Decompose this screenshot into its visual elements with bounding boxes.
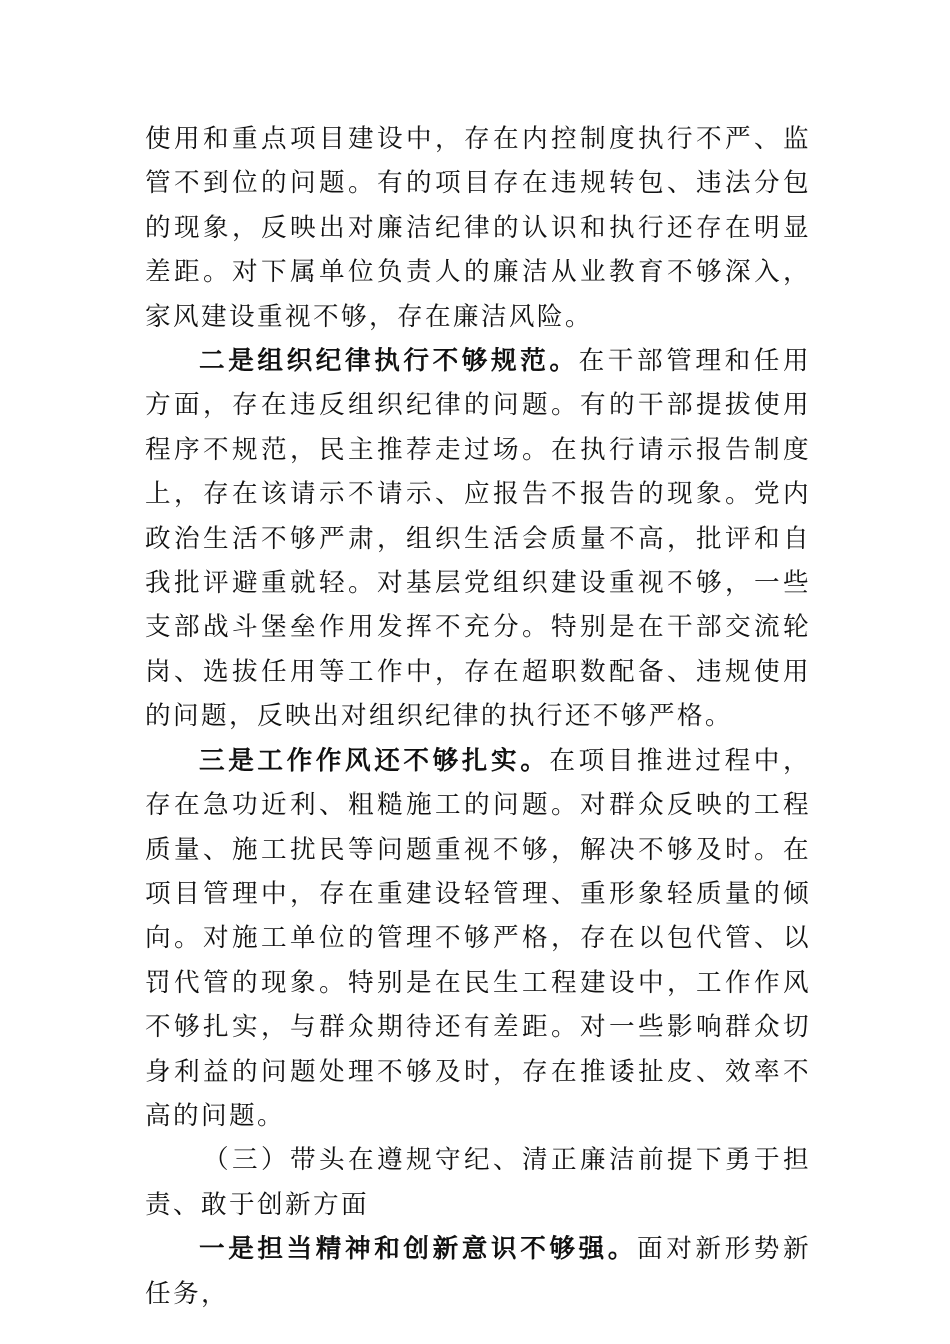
paragraph-organizational-discipline — [145, 339, 811, 739]
paragraph-text: 使用和重点项目建设中，存在内控制度执行不严、监管不到位的问题。有的项目存在违规转包、违法分包的现象，反映出对廉洁纪律的认识和执行还存在明显差距。对下属单位负责人的廉洁从业教育不够深入，家风建设重视不够，存在廉洁风险。 — [145, 124, 811, 332]
paragraph-lead-heading: 二是组织纪律执行不够规范。 — [199, 346, 579, 377]
paragraph-text: 在干部管理和任用方面，存在违反组织纪律的问题。有的干部提拔使用程序不规范，民主推荐走过场。在执行请示报告制度上，存在该请示不请示、应报告不报告的现象。党内政治生活不够严肃，组织生活会质量不高，批评和自我批评避重就轻。对基层党组织建设重视不够，一些支部战斗堡垒作用发挥不充分。特别是在干部交流轮岗、选拔任用等工作中，存在超职数配备、违规使用的问题，反映出对组织纪律的执行还不够严格。 — [145, 346, 812, 732]
paragraph-lead-heading: 一是担当精神和创新意识不够强。 — [199, 1234, 637, 1265]
section-heading — [145, 1138, 811, 1227]
paragraph-text: 在项目推进过程中，存在急功近利、粗糙施工的问题。对群众反映的工程质量、施工扰民等问题重视不够，解决不够及时。在项目管理中，存在重建设轻管理、重形象轻质量的倾向。对施工单位的管理不够严格，存在以包代管、以罚代管的现象。特别是在民生工程建设中，工作作风不够扎实，与群众期待还有差距。对一些影响群众切身利益的问题处理不够及时，存在推诿扯皮、效率不高的问题。 — [145, 745, 811, 1131]
paragraph-continued — [145, 117, 811, 339]
paragraph-lead-heading: 三是工作作风还不够扎实。 — [199, 745, 550, 776]
paragraph-text: 面对新形势新任务， — [145, 1234, 811, 1309]
paragraph-work-style — [145, 739, 811, 1139]
document-body — [145, 117, 811, 1316]
section-heading-text: （三）带头在遵规守纪、清正廉洁前提下勇于担责、敢于创新方面 — [145, 1145, 811, 1220]
paragraph-responsibility-innovation — [145, 1227, 811, 1316]
